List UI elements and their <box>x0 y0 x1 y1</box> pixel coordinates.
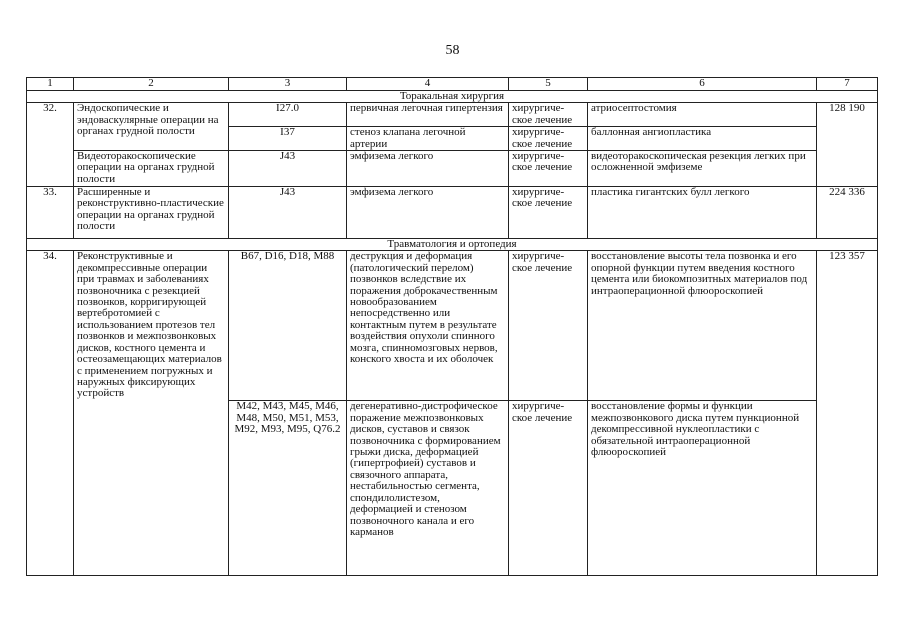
icd-code-cell: J43 <box>229 187 347 239</box>
amount-cell: 123 357 <box>817 251 878 576</box>
amount-cell: 128 190 <box>817 103 878 187</box>
section-title: Торакальная хирургия <box>27 91 878 103</box>
section-header-row <box>27 91 878 103</box>
section-header-row <box>27 239 878 251</box>
table-row <box>27 251 878 401</box>
treatment-cell: хирургиче-ское лечение <box>509 187 588 239</box>
services-table <box>26 77 878 576</box>
column-header: 1 <box>27 78 74 91</box>
method-cell: атриосептостомия <box>588 103 817 127</box>
procedure-cell: Видеоторакоскопические операции на органах грудной полости <box>74 151 229 187</box>
column-header: 5 <box>509 78 588 91</box>
row-number: 33. <box>27 187 74 239</box>
treatment-cell: хирургиче-ское лечение <box>509 127 588 151</box>
column-number-row <box>27 78 878 91</box>
column-header: 2 <box>74 78 229 91</box>
amount-cell: 224 336 <box>817 187 878 239</box>
diagnosis-cell: деструкция и деформация (патологический перелом) позвонков вследствие их поражения доброкачественным новообразованием непосредственно или контактным путем в результате воздействия опухоли спинного мозга, спинномозговых нервов, конского хвоста и их оболочек <box>347 251 509 401</box>
method-cell: баллонная ангиопластика <box>588 127 817 151</box>
icd-code-cell: I37 <box>229 127 347 151</box>
diagnosis-cell: эмфизема легкого <box>347 187 509 239</box>
diagnosis-cell: первичная легочная гипертензия <box>347 103 509 127</box>
diagnosis-cell: стеноз клапана легочной артерии <box>347 127 509 151</box>
column-header: 7 <box>817 78 878 91</box>
method-cell: видеоторакоскопическая резекция легких при осложненной эмфиземе <box>588 151 817 187</box>
table-row <box>27 103 878 127</box>
icd-code-cell: M42, M43, M45, M46, M48, M50, M51, M53, M92, M93, M95, Q76.2 <box>229 401 347 576</box>
method-cell: восстановление формы и функции межпозвонкового диска путем пункционной декомпрессивной нуклеопластики с обязательной интраоперационной флюороскопией <box>588 401 817 576</box>
table-row <box>27 151 878 187</box>
icd-code-cell: I27.0 <box>229 103 347 127</box>
procedure-cell: Реконструктивные и декомпрессивные операции при травмах и заболеваниях позвоночника с резекцией позвонков, корригирующей вертебротомией с использованием протезов тел позвонков и межпозвонковых дисков, костного цемента и остеозамещающих материалов с применением погружных и наружных фиксирующих устройств <box>74 251 229 576</box>
diagnosis-cell: эмфизема легкого <box>347 151 509 187</box>
icd-code-cell: B67, D16, D18, M88 <box>229 251 347 401</box>
table-row <box>27 187 878 239</box>
treatment-cell: хирургиче-ское лечение <box>509 251 588 401</box>
section-title: Травматология и ортопедия <box>27 239 878 251</box>
row-number: 34. <box>27 251 74 576</box>
procedure-cell: Эндоскопические и эндоваскулярные операции на органах грудной полости <box>74 103 229 151</box>
icd-code-cell: J43 <box>229 151 347 187</box>
procedure-cell: Расширенные и реконструктивно-пластические операции на органах грудной полости <box>74 187 229 239</box>
page-number: 58 <box>445 43 460 58</box>
column-header: 4 <box>347 78 509 91</box>
column-header: 6 <box>588 78 817 91</box>
column-header: 3 <box>229 78 347 91</box>
row-number: 32. <box>27 103 74 187</box>
method-cell: восстановление высоты тела позвонка и его опорной функции путем введения костного цемента или биокомпозитных материалов под интраоперационной флюороскопией <box>588 251 817 401</box>
treatment-cell: хирургиче-ское лечение <box>509 103 588 127</box>
diagnosis-cell: дегенеративно-дистрофическое поражение межпозвонковых дисков, суставов и связок позвоночника с формированием грыжи диска, деформацией (гипертрофией) суставов и связочного аппарата, нестабильностью сегмента, спондилолистезом, деформацией и стенозом позвоночного канала и его карманов <box>347 401 509 576</box>
treatment-cell: хирургиче-ское лечение <box>509 151 588 187</box>
method-cell: пластика гигантских булл легкого <box>588 187 817 239</box>
treatment-cell: хирургиче-ское лечение <box>509 401 588 576</box>
